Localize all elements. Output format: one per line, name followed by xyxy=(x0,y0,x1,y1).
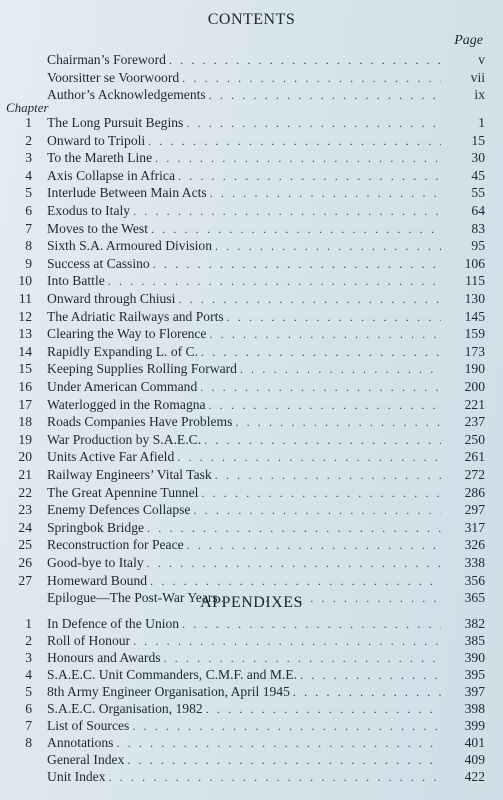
appendix-title: General Index xyxy=(47,752,125,767)
chapter-number: 11 xyxy=(18,291,32,306)
chapter-title: Under American Command xyxy=(47,379,198,394)
appendix-number: 6 xyxy=(25,701,32,716)
chapter-title: Springbok Bridge xyxy=(47,519,145,535)
appendix-page-number: 398 xyxy=(464,701,485,716)
chapter-row xyxy=(0,167,503,184)
chapter-page-number: 159 xyxy=(464,326,485,342)
chapter-page-number: 30 xyxy=(471,150,485,166)
chapter-number: 17 xyxy=(18,396,32,412)
dot-leader xyxy=(209,87,441,103)
chapter-number: 9 xyxy=(25,255,32,271)
chapter-page-number: 173 xyxy=(464,343,485,359)
chapter-row xyxy=(0,272,503,289)
chapter-title: The Long Pursuit Begins xyxy=(47,115,184,130)
chapter-number: 26 xyxy=(18,555,32,570)
dot-leader xyxy=(133,203,441,219)
chapter-page-number: 317 xyxy=(464,519,485,535)
chapter-number: 16 xyxy=(18,379,32,394)
dot-leader xyxy=(151,221,441,237)
chapter-number: 1 xyxy=(25,115,32,130)
appendix-title: Annotations xyxy=(47,735,114,750)
dot-leader xyxy=(215,238,441,254)
dot-leader xyxy=(178,291,441,307)
appendix-row xyxy=(0,649,503,666)
appendix-title: S.A.E.C. Organisation, 1982 xyxy=(47,701,203,716)
chapter-number: 27 xyxy=(18,572,32,588)
chapter-row xyxy=(0,413,503,430)
chapter-row xyxy=(0,149,503,166)
chapter-row xyxy=(0,237,503,254)
appendix-page-number: 395 xyxy=(464,667,485,682)
chapter-row xyxy=(0,519,503,536)
chapter-number: 13 xyxy=(18,326,32,342)
appendix-page-number: 409 xyxy=(464,752,485,767)
chapter-title: Success at Cassino xyxy=(47,255,150,271)
dot-leader xyxy=(235,414,441,430)
chapter-title: Onward through Chiusi xyxy=(47,291,176,306)
chapter-number: 18 xyxy=(18,414,32,430)
front-matter-title: Voorsitter se Voorwoord xyxy=(47,69,180,85)
appendix-title: 8th Army Engineer Organisation, April 1945 xyxy=(47,684,290,699)
dot-leader xyxy=(200,379,441,395)
chapter-row xyxy=(0,114,503,131)
chapter-row xyxy=(0,554,503,571)
appendix-number: 4 xyxy=(25,667,32,682)
chapter-row xyxy=(0,184,503,201)
chapter-title: Railway Engineers’ Vital Task xyxy=(47,467,212,482)
dot-leader xyxy=(300,667,441,683)
chapter-row xyxy=(0,343,503,360)
dot-leader xyxy=(150,573,441,589)
appendix-row xyxy=(0,768,503,785)
front-matter-row xyxy=(0,86,503,103)
chapter-title: Enemy Defences Collapse xyxy=(47,502,191,518)
appendix-row xyxy=(0,751,503,768)
chapter-row xyxy=(0,501,503,518)
appendix-title: In Defence of the Union xyxy=(47,616,180,631)
chapter-row xyxy=(0,536,503,553)
chapter-number: 21 xyxy=(18,467,32,482)
chapter-page-number: 1 xyxy=(478,115,485,130)
appendix-page-number: 390 xyxy=(464,650,485,665)
dot-leader xyxy=(177,449,441,465)
chapter-page-number: 15 xyxy=(471,132,485,148)
chapter-number: 4 xyxy=(25,167,32,183)
dot-leader xyxy=(201,344,441,360)
dot-leader xyxy=(182,70,441,86)
chapter-number: 6 xyxy=(25,203,32,218)
dot-leader xyxy=(206,701,441,717)
dot-leader xyxy=(209,326,441,342)
appendix-page-number: 382 xyxy=(464,616,485,631)
chapter-number: 23 xyxy=(18,502,32,518)
appendix-number: 7 xyxy=(25,718,32,733)
chapter-page-number: 250 xyxy=(464,431,485,447)
chapter-row xyxy=(0,325,503,342)
chapter-number: 5 xyxy=(25,185,32,201)
appendixes-heading: APPENDIXES xyxy=(200,594,303,611)
appendix-row xyxy=(0,734,503,751)
chapter-number: 25 xyxy=(18,537,32,553)
appendix-number: 8 xyxy=(25,735,32,750)
dot-leader xyxy=(293,684,441,700)
front-matter-row xyxy=(0,69,503,86)
front-matter-row xyxy=(0,51,503,68)
chapter-number: 20 xyxy=(18,449,32,465)
appendix-number: 5 xyxy=(25,684,32,699)
dot-leader xyxy=(127,752,441,768)
chapter-page-number: 45 xyxy=(471,167,485,183)
appendix-title: Honours and Awards xyxy=(47,650,161,665)
chapter-title: Interlude Between Main Acts xyxy=(47,185,207,201)
chapter-title: Units Active Far Afield xyxy=(47,449,175,465)
chapter-page-number: 55 xyxy=(471,185,485,201)
chapter-page-number: 338 xyxy=(464,555,485,570)
dot-leader xyxy=(201,485,441,501)
chapter-row xyxy=(0,484,503,501)
appendix-title: Roll of Honour xyxy=(47,633,131,648)
dot-leader xyxy=(209,397,441,413)
dot-leader xyxy=(155,150,441,166)
chapter-page-number: 95 xyxy=(471,238,485,254)
chapter-page-number: 297 xyxy=(464,502,485,518)
chapter-page-number: 365 xyxy=(464,590,485,606)
page-column-label: Page xyxy=(454,33,483,48)
chapter-title: Onward to Tripoli xyxy=(47,132,146,148)
dot-leader xyxy=(132,718,441,734)
chapter-page-number: 286 xyxy=(464,484,485,500)
dot-leader xyxy=(227,309,441,325)
chapter-page-number: 130 xyxy=(464,291,485,306)
chapter-number: 3 xyxy=(25,150,32,166)
chapter-page-number: 190 xyxy=(464,361,485,377)
front-matter-page-number: ix xyxy=(474,87,485,102)
chapter-number: 24 xyxy=(18,519,32,535)
chapter-title: Good-bye to Italy xyxy=(47,555,144,570)
chapter-title: Rapidly Expanding L. of C. xyxy=(47,343,199,359)
chapter-row xyxy=(0,202,503,219)
chapter-title: To the Mareth Line xyxy=(47,150,153,166)
dot-leader xyxy=(153,256,441,272)
chapter-title: Epilogue—The Post-War Years xyxy=(47,590,218,606)
dot-leader xyxy=(204,432,441,448)
chapter-page-number: 356 xyxy=(464,572,485,588)
appendix-number: 2 xyxy=(25,633,32,648)
appendix-row xyxy=(0,615,503,632)
dot-leader xyxy=(109,769,441,785)
chapter-page-number: 115 xyxy=(465,273,485,289)
chapter-page-number: 326 xyxy=(464,537,485,553)
chapter-row xyxy=(0,255,503,272)
chapter-page-number: 106 xyxy=(464,255,485,271)
chapter-page-number: 272 xyxy=(464,467,485,482)
dot-leader xyxy=(108,273,441,289)
chapter-number: 12 xyxy=(18,308,32,324)
chapter-title: Roads Companies Have Problems xyxy=(47,414,233,430)
chapter-row xyxy=(0,360,503,377)
dot-leader xyxy=(187,537,441,553)
front-matter-title: Author’s Acknowledgements xyxy=(47,87,206,102)
chapter-title: Into Battle xyxy=(47,273,105,289)
front-matter-title: Chairman’s Foreword xyxy=(47,52,166,67)
chapter-title: Clearing the Way to Florence xyxy=(47,326,207,342)
chapter-row xyxy=(0,290,503,307)
dot-leader xyxy=(169,52,441,68)
dot-leader xyxy=(133,633,441,649)
chapter-page-number: 145 xyxy=(464,308,485,324)
chapter-page-number: 200 xyxy=(464,379,485,394)
chapter-number: 7 xyxy=(25,220,32,236)
appendix-page-number: 385 xyxy=(464,633,485,648)
appendix-title: S.A.E.C. Unit Commanders, C.M.F. and M.E. xyxy=(47,667,298,682)
appendix-page-number: 401 xyxy=(464,735,485,750)
chapter-row xyxy=(0,132,503,149)
appendix-page-number: 422 xyxy=(464,769,485,784)
chapter-page-number: 221 xyxy=(464,396,485,412)
chapter-row xyxy=(0,396,503,413)
appendix-row xyxy=(0,666,503,683)
chapter-title: The Great Apennine Tunnel xyxy=(47,484,199,500)
appendix-number: 1 xyxy=(25,616,32,631)
chapter-title: Keeping Supplies Rolling Forward xyxy=(47,361,237,377)
chapter-title: Waterlogged in the Romagna xyxy=(47,396,206,412)
appendix-number: 3 xyxy=(25,650,32,665)
chapter-title: Reconstruction for Peace xyxy=(47,537,184,553)
chapter-number: 22 xyxy=(18,484,32,500)
chapter-title: Sixth S.A. Armoured Division xyxy=(47,238,213,254)
dot-leader xyxy=(210,185,441,201)
chapter-title: Homeward Bound xyxy=(47,572,148,588)
front-matter-page-number: vii xyxy=(470,69,485,85)
dot-leader xyxy=(148,133,441,149)
dot-leader xyxy=(215,467,441,483)
dot-leader xyxy=(182,616,441,632)
appendix-page-number: 399 xyxy=(464,718,485,733)
chapter-row xyxy=(0,431,503,448)
chapter-number: 19 xyxy=(18,431,32,447)
dot-leader xyxy=(164,650,441,666)
dot-leader xyxy=(147,555,441,571)
appendix-row xyxy=(0,683,503,700)
appendix-row xyxy=(0,632,503,649)
chapter-number: 2 xyxy=(25,132,32,148)
chapter-number: 15 xyxy=(18,361,32,377)
chapter-title: War Production by S.A.E.C. xyxy=(47,431,202,447)
chapter-title: Axis Collapse in Africa xyxy=(47,167,175,183)
contents-heading: CONTENTS xyxy=(207,11,296,28)
appendix-row xyxy=(0,717,503,734)
chapter-row xyxy=(0,466,503,483)
chapter-number: 10 xyxy=(18,273,32,289)
chapter-row xyxy=(0,448,503,465)
chapter-title: Exodus to Italy xyxy=(47,203,131,218)
chapter-number: 8 xyxy=(25,238,32,254)
chapter-page-number: 237 xyxy=(464,414,485,430)
dot-leader xyxy=(240,361,441,377)
dot-leader xyxy=(186,115,441,131)
chapter-page-number: 64 xyxy=(471,203,485,218)
chapter-row xyxy=(0,220,503,237)
chapter-page-number: 261 xyxy=(464,449,485,465)
chapter-column-label: Chapter xyxy=(6,100,49,115)
chapter-row xyxy=(0,378,503,395)
dot-leader xyxy=(147,520,441,536)
chapter-page-number: 83 xyxy=(471,220,485,236)
chapter-number: 14 xyxy=(18,343,32,359)
appendix-page-number: 397 xyxy=(464,684,485,699)
appendix-title: List of Sources xyxy=(47,718,130,733)
dot-leader xyxy=(116,735,441,751)
dot-leader xyxy=(178,168,441,184)
dot-leader xyxy=(193,502,441,518)
appendix-title: Unit Index xyxy=(47,769,106,784)
chapter-title: Moves to the West xyxy=(47,220,148,236)
chapter-row xyxy=(0,308,503,325)
front-matter-page-number: v xyxy=(478,52,485,67)
appendix-row xyxy=(0,700,503,717)
chapter-row xyxy=(0,572,503,589)
chapter-title: The Adriatic Railways and Ports xyxy=(47,308,224,324)
